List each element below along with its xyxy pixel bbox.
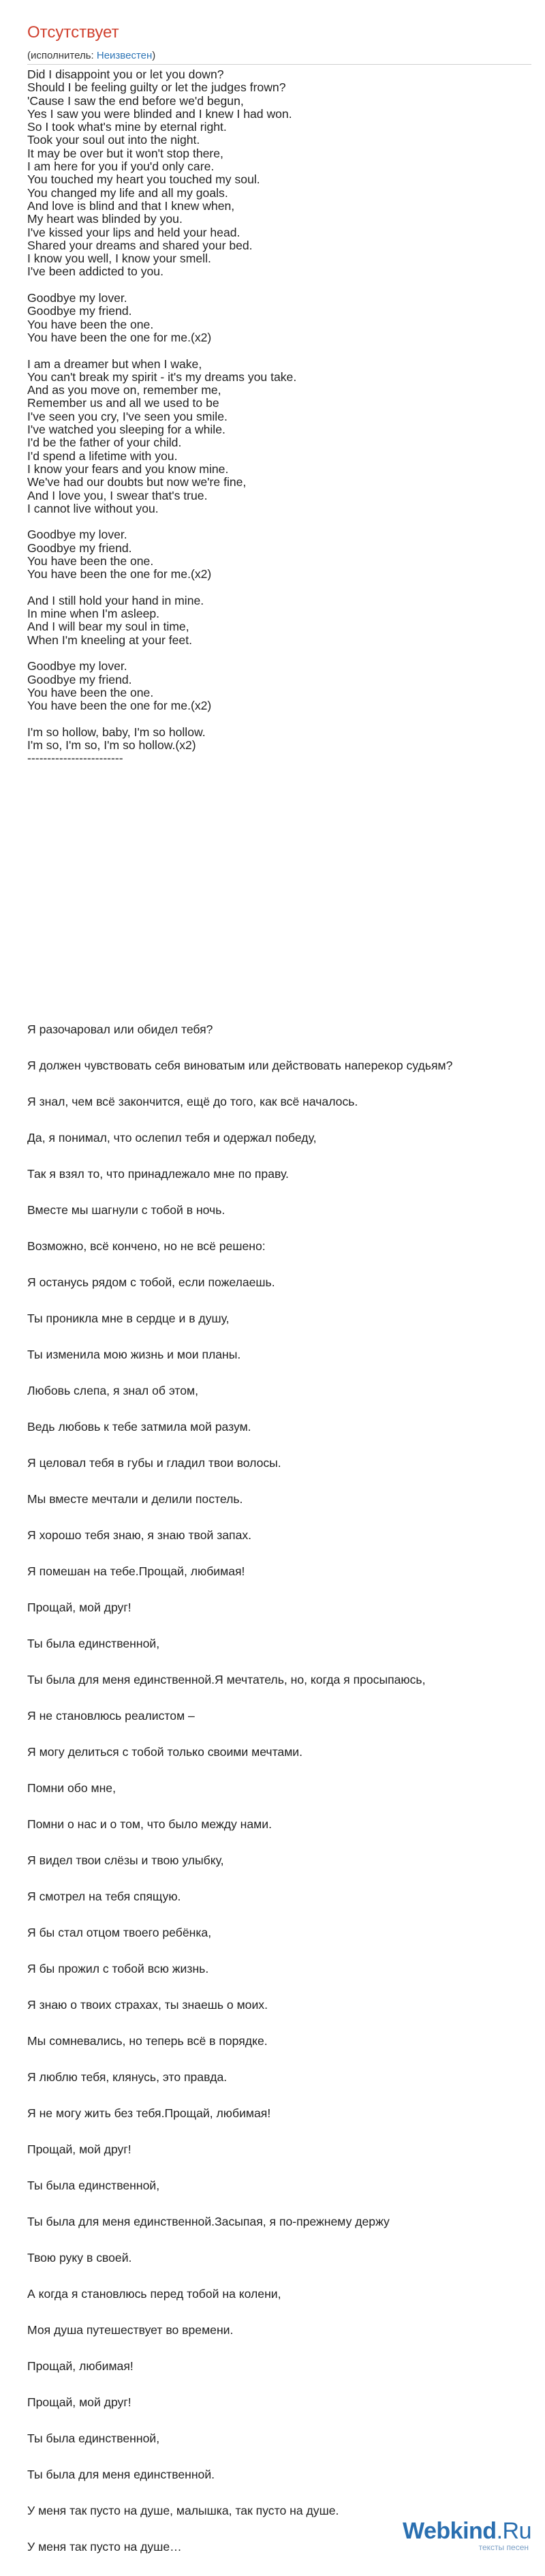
artist-suffix: ) (152, 50, 156, 61)
translation-line: Прощай, мой друг! (27, 2395, 131, 2409)
lyric-line: We've had our doubts but now we're fine, (27, 475, 247, 489)
translation-line: У меня так пусто на душе… (27, 2540, 182, 2554)
translation-line: Мы вместе мечтали и делили постель. (27, 1492, 243, 1506)
lyric-line: And as you move on, remember me, (27, 383, 221, 397)
lyric-line: And love is blind and that I knew when, (27, 198, 235, 213)
lyric-line: And I still hold your hand in mine. (27, 593, 204, 607)
lyric-line: I'm so hollow, baby, I'm so hollow. (27, 725, 206, 739)
lyric-line: In mine when I'm asleep. (27, 607, 160, 621)
translation-line: Прощай, любимая! (27, 2359, 134, 2373)
translation-line: Да, я понимал, что ослепил тебя и одержал победу, (27, 1131, 317, 1145)
lyric-line: Goodbye my lover. (27, 659, 127, 673)
logo-tld: .Ru (496, 2518, 531, 2544)
lyric-line: You can't break my spirit - it's my dreams you take. (27, 369, 297, 384)
lyric-line: You changed my life and all my goals. (27, 185, 228, 200)
lyric-line (27, 581, 531, 594)
translation-line: Ты проникла мне в сердце и в душу, (27, 1312, 230, 1325)
translation-line: Я разочаровал или обидел тебя? (27, 1022, 213, 1036)
translation-line: Я знал, чем всё закончится, ещё до того, как всё началось. (27, 1095, 358, 1108)
translation-line: У меня так пусто на душе, малышка, так пусто на душе. (27, 2504, 339, 2517)
translation-line: Я могу делиться с тобой только своими мечтами. (27, 1745, 303, 1759)
lyric-line: So I took what's mine by eternal right. (27, 120, 227, 134)
lyric-line: When I'm kneeling at your feet. (27, 633, 192, 647)
logo-tagline: тексты песен (478, 2543, 529, 2552)
lyric-line: I'd spend a lifetime with you. (27, 449, 178, 463)
translation-line: Ты изменила мою жизнь и мои планы. (27, 1348, 241, 1361)
lyric-line: Did I disappoint you or let you down? (27, 67, 224, 81)
lyric-line (27, 647, 531, 660)
translation-line: Моя душа путешествует во времени. (27, 2323, 234, 2337)
lyric-line: I'm so, I'm so, I'm so hollow.(x2) (27, 738, 196, 753)
header-divider (27, 64, 531, 65)
logo-brand: Webkind (403, 2518, 497, 2544)
translation-line: Я помешан на тебе.Прощай, любимая! (27, 1564, 245, 1578)
lyric-line: And I will bear my soul in time, (27, 620, 189, 634)
song-title: Отсутствует (27, 23, 119, 42)
lyric-line: Goodbye my lover. (27, 528, 127, 542)
lyric-line: I'd be the father of your child. (27, 436, 182, 450)
lyric-line: You have been the one. (27, 685, 154, 699)
lyric-line: Goodbye my friend. (27, 672, 132, 686)
translation-line: Я целовал тебя в губы и гладил твои волосы. (27, 1456, 281, 1470)
translation-line: Ты была единственной, (27, 1637, 160, 1650)
translation-line: Я хорошо тебя знаю, я знаю твой запах. (27, 1528, 252, 1542)
lyric-line: Goodbye my friend. (27, 541, 132, 555)
lyric-line: My heart was blinded by you. (27, 212, 183, 226)
artist-link[interactable]: Неизвестен (96, 50, 153, 61)
translation-line: Возможно, всё кончено, но не всё решено: (27, 1239, 266, 1253)
translation-line: Я люблю тебя, клянусь, это правда. (27, 2070, 228, 2084)
lyric-line: I am here for you if you'd only care. (27, 160, 215, 174)
lyric-line: Goodbye my lover. (27, 291, 127, 305)
artist-prefix: (исполнитель: (27, 50, 97, 61)
lyric-line: You touched my heart you touched my soul. (27, 172, 260, 187)
translation-line: Я должен чувствовать себя виноватым или действовать наперекор судьям? (27, 1059, 453, 1072)
lyric-line: Yes I saw you were blinded and I knew I had won. (27, 106, 292, 121)
translation-line: Я смотрел на тебя спящую. (27, 1890, 181, 1903)
lyric-line: I cannot live without you. (27, 501, 159, 515)
translation-line: Ты была единственной, (27, 2431, 160, 2445)
translation-line: Я останусь рядом с тобой, если пожелаешь. (27, 1275, 275, 1289)
translation-line: Я бы стал отцом твоего ребёнка, (27, 1926, 212, 1939)
translation-line: Я видел твои слёзы и твою улыбку, (27, 1853, 224, 1867)
lyric-line: Shared your dreams and shared your bed. (27, 238, 253, 252)
translation-line: Ведь любовь к тебе затмила мой разум. (27, 1420, 251, 1434)
artist-line (27, 49, 155, 63)
lyric-line: And I love you, I swear that's true. (27, 488, 208, 502)
lyric-line: You have been the one. (27, 554, 154, 568)
lyrics-original (27, 68, 531, 766)
logo-wordmark (403, 2518, 531, 2544)
lyric-line (27, 515, 531, 528)
lyric-line: I've kissed your lips and held your head. (27, 225, 240, 239)
lyric-line: ------------------------ (27, 751, 123, 766)
lyric-line: You have been the one. (27, 317, 154, 331)
lyric-line: I know you well, I know your smell. (27, 252, 211, 266)
lyric-line: 'Cause I saw the end before we'd begun, (27, 93, 244, 108)
translation-line: Помни о нас и о том, что было между нами. (27, 1817, 272, 1831)
translation-line: Ты была для меня единственной.Я мечтатель, но, когда я просыпаюсь, (27, 1673, 426, 1686)
translation-line: Прощай, мой друг! (27, 1601, 131, 1614)
lyric-line: I am a dreamer but when I wake, (27, 357, 202, 371)
lyric-line: Goodbye my friend. (27, 304, 132, 318)
lyric-line: You have been the one for me.(x2) (27, 567, 212, 581)
lyric-line (27, 344, 531, 357)
lyric-line: You have been the one for me.(x2) (27, 330, 212, 344)
translation-line: А когда я становлюсь перед тобой на колени, (27, 2287, 281, 2301)
translation-line: Я не становлюсь реалистом – (27, 1709, 195, 1723)
translation-line: Вместе мы шагнули с тобой в ночь. (27, 1203, 225, 1217)
lyric-line: Should I be feeling guilty or let the judges frown? (27, 80, 286, 95)
lyric-line: I've been addicted to you. (27, 264, 164, 279)
translation-line: Прощай, мой друг! (27, 2142, 131, 2156)
lyric-line: It may be over but it won't stop there, (27, 146, 223, 160)
lyric-line: I know your fears and you know mine. (27, 461, 229, 476)
lyric-line: Remember us and all we used to be (27, 396, 219, 410)
lyric-line: I've seen you cry, I've seen you smile. (27, 409, 228, 423)
lyric-line: Took your soul out into the night. (27, 133, 200, 147)
translation-line: Мы сомневались, но теперь всё в порядке. (27, 2034, 268, 2048)
lyric-line (27, 279, 531, 292)
translation-line: Так я взял то, что принадлежало мне по праву. (27, 1167, 289, 1181)
lyric-line: You have been the one for me.(x2) (27, 699, 212, 713)
lyric-line (27, 713, 531, 726)
translation-line: Я бы прожил с тобой всю жизнь. (27, 1962, 209, 1975)
lyrics-translation (27, 1022, 538, 2576)
translation-line: Ты была единственной, (27, 2179, 160, 2192)
translation-line: Твою руку в своей. (27, 2251, 132, 2264)
translation-line: Ты была для меня единственной.Засыпая, я по-прежнему держу (27, 2215, 390, 2228)
translation-line: Помни обо мне, (27, 1781, 116, 1795)
lyric-line: I've watched you sleeping for a while. (27, 423, 225, 437)
translation-line: Ты была для меня единственной. (27, 2468, 215, 2481)
translation-line: Любовь слепа, я знал об этом, (27, 1384, 199, 1397)
site-logo[interactable] (403, 2518, 531, 2552)
translation-line: Я не могу жить без тебя.Прощай, любимая! (27, 2106, 271, 2120)
translation-line: Я знаю о твоих страхах, ты знаешь о моих. (27, 1998, 268, 2012)
